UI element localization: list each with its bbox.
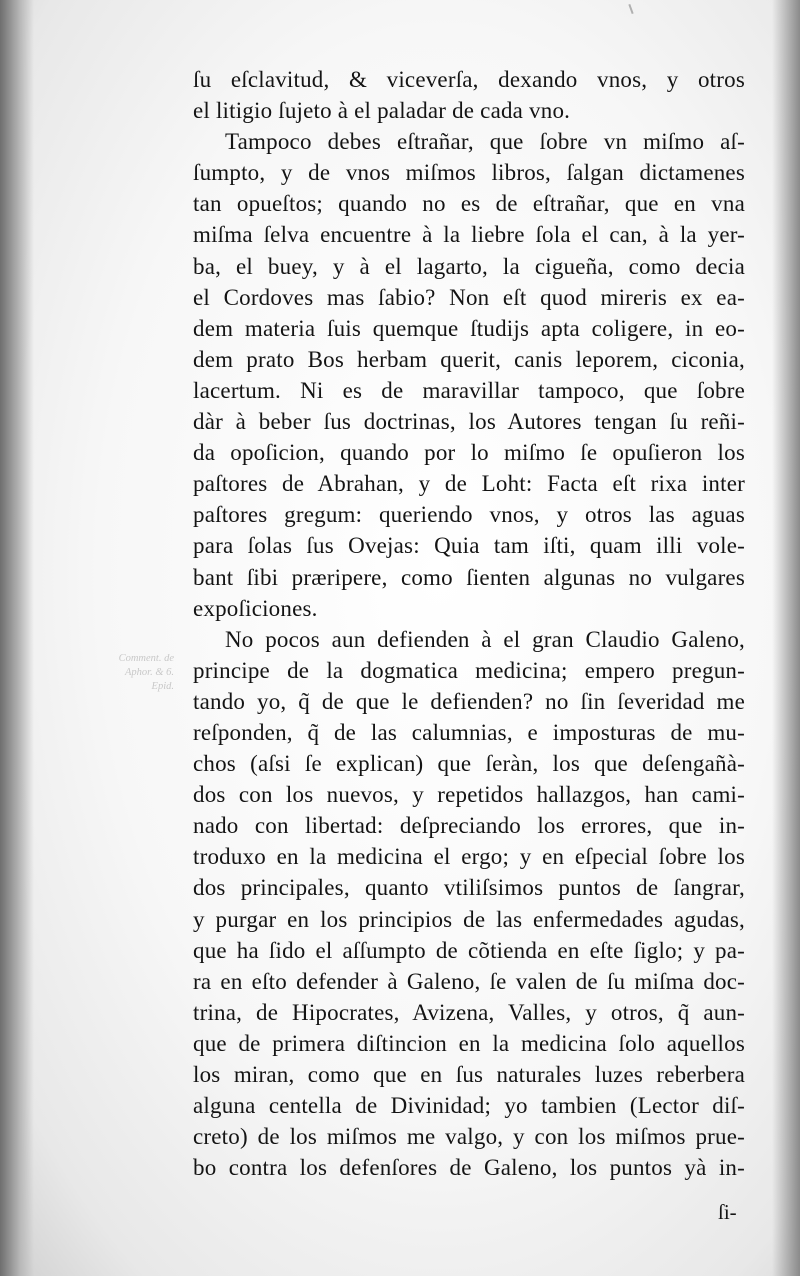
marginal-note-line: Comment. de xyxy=(118,653,174,664)
text-line: para ſolas ſus Ovejas: Quia tam iſti, quam illi vole- xyxy=(193,533,745,559)
text-line: el Cordoves mas ſabio? Non eſt quod mireris ex ea- xyxy=(193,284,745,310)
text-line: trina, de Hipocrates, Avizena, Valles, y otros, q̃ aun- xyxy=(193,999,745,1025)
text-line: creto) de los miſmos me valgo, y con los miſmos prue- xyxy=(193,1124,745,1150)
text-line: tando yo, q̃ de que le defienden? no ſin ſeveridad me xyxy=(193,688,745,714)
text-line: ra en eſto defender à Galeno, ſe valen de ſu miſma doc- xyxy=(193,968,745,994)
text-line: Tampoco debes eſtrañar, que ſobre vn miſmo aſ- xyxy=(225,129,745,155)
text-line: troduxo en la medicina el ergo; y en eſpecial ſobre los xyxy=(193,844,745,870)
catchword: ſi- xyxy=(718,1200,737,1224)
text-line: alguna centella de Divinidad; yo tambien (Lector diſ- xyxy=(193,1093,745,1119)
text-line: paſtores de Abrahan, y de Loht: Facta eſt rixa inter xyxy=(193,471,745,497)
marginal-note-line: Epid. xyxy=(151,681,174,692)
text-line: ba, el buey, y à el lagarto, la cigueña, como decia xyxy=(193,253,745,279)
paper-mark xyxy=(628,4,633,14)
text-line: el litigio ſujeto à el paladar de cada vno. xyxy=(193,98,571,124)
text-line: bant ſibi præripere, como ſienten algunas no vulgares xyxy=(193,564,745,590)
page-edge-shadow xyxy=(772,0,800,1276)
text-line: tan opueſtos; quando no es de eſtrañar, que en vna xyxy=(193,191,745,217)
text-line: miſma ſelva encuentre à la liebre ſola el can, à la yer- xyxy=(193,222,745,248)
text-line: ſumpto, y de vnos miſmos libros, ſalgan dictamenes xyxy=(193,160,745,186)
text-line: chos (aſsi ſe explican) que ſeràn, los que deſengañà- xyxy=(193,751,745,777)
text-line: dos con los nuevos, y repetidos hallazgos, han cami- xyxy=(193,782,745,808)
text-line: que de primera diſtincion en la medicina ſolo aquellos xyxy=(193,1030,745,1056)
text-line: No pocos aun defienden à el gran Claudio Galeno, xyxy=(225,626,745,652)
text-line: dos principales, quanto vtiliſsimos puntos de ſangrar, xyxy=(193,875,745,901)
text-line: y purgar en los principios de las enfermedades agudas, xyxy=(193,906,745,932)
page-gutter-shadow xyxy=(0,0,34,1276)
text-line: los miran, como que en ſus naturales luzes reberbera xyxy=(193,1062,745,1087)
text-line: nado con libertad: deſpreciando los errores, que in- xyxy=(193,813,745,839)
text-line: dàr à beber ſus doctrinas, los Autores tengan ſu reñi- xyxy=(193,409,745,435)
text-line: dem materia ſuis quemque ſtudijs apta coligere, in eo- xyxy=(193,315,745,341)
text-line: que ha ſido el aſſumpto de cõtienda en eſte ſiglo; y pa- xyxy=(193,937,745,963)
text-line: principe de la dogmatica medicina; empero pregun- xyxy=(193,657,745,683)
text-line: expoſiciones. xyxy=(193,595,318,621)
text-line: reſponden, q̃ de las calumnias, e imposturas de mu- xyxy=(193,719,745,745)
marginal-note xyxy=(92,652,174,694)
text-line: ſu eſclavitud, & viceverſa, dexando vnos, y otros xyxy=(193,67,745,92)
text-line: lacertum. Ni es de maravillar tampoco, que ſobre xyxy=(193,377,745,403)
text-line: paſtores gregum: queriendo vnos, y otros las aguas xyxy=(193,502,745,528)
marginal-note-line: Aphor. & 6. xyxy=(124,667,174,678)
text-line: da opoſicion, quando por lo miſmo ſe opuſieron los xyxy=(193,440,745,466)
text-line: dem prato Bos herbam querit, canis leporem, ciconia, xyxy=(193,346,745,372)
body-text xyxy=(193,64,745,1183)
text-line: bo contra los defenſores de Galeno, los puntos yà in- xyxy=(193,1155,745,1181)
